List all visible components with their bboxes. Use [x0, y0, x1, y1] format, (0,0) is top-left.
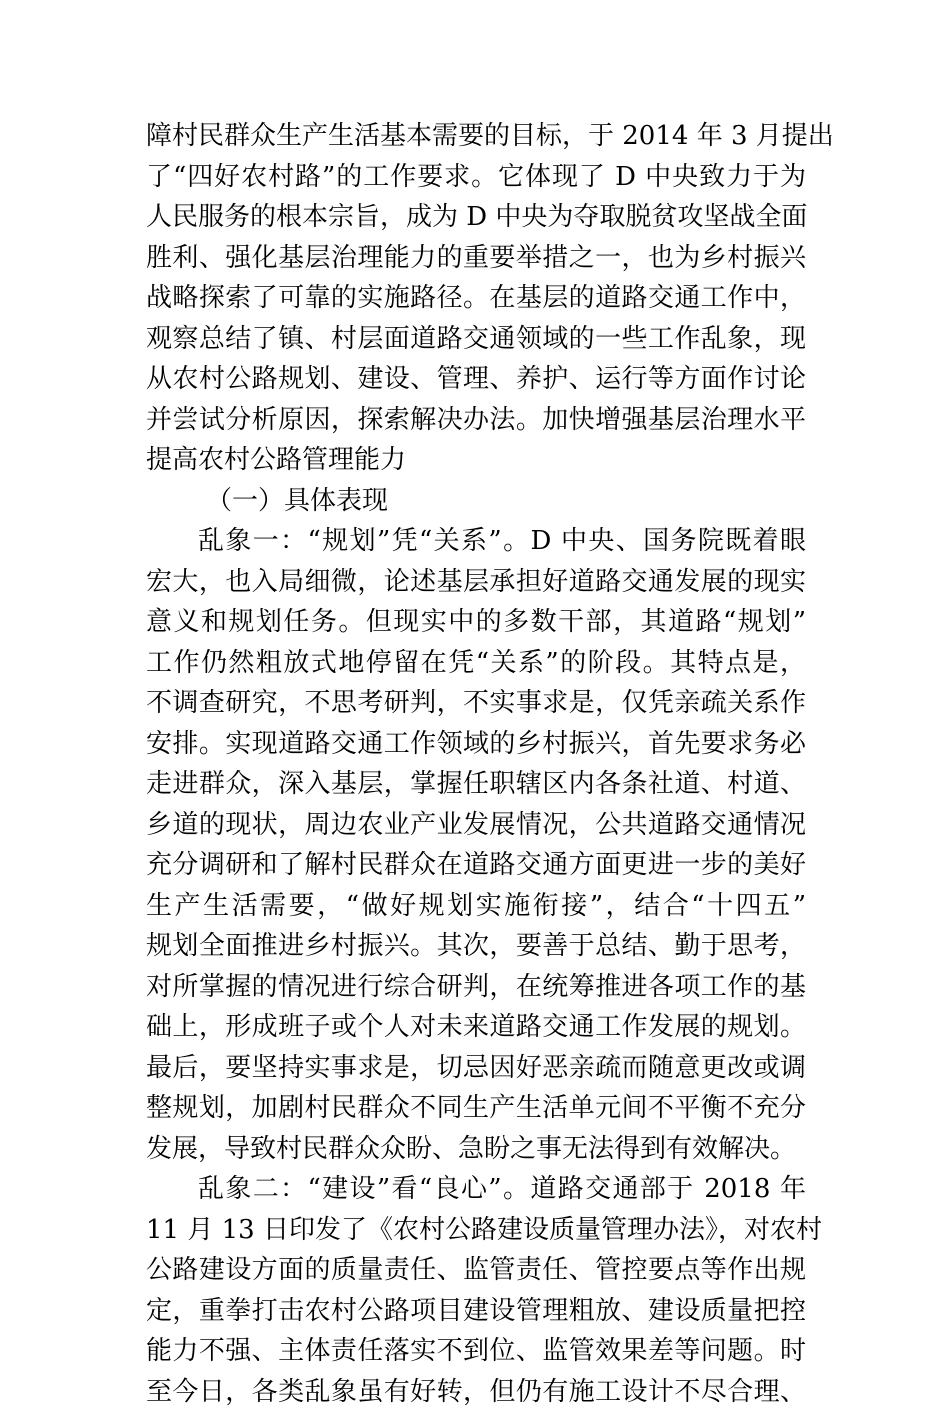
paragraph-line: 乱象二：“建设”看“良心”。道路交通部于 2018 年 [146, 1169, 806, 1210]
paragraph-line: 生产生活需要，“做好规划实施衔接”，结合“十四五” [146, 886, 806, 927]
paragraph-line: 乡道的现状，周边农业产业发展情况，公共道路交通情况 [146, 805, 806, 846]
paragraph-line: 不调查研究，不思考研判，不实事求是，仅凭亲疏关系作 [146, 683, 806, 724]
paragraph-line: 人民服务的根本宗旨，成为 D 中央为夺取脱贫攻坚战全面 [146, 197, 806, 238]
paragraph-line: 对所掌握的情况进行综合研判，在统筹推进各项工作的基 [146, 967, 806, 1008]
paragraph-line: 定，重拳打击农村公路项目建设管理粗放、建设质量把控 [146, 1291, 806, 1332]
paragraph-line: 意义和规划任务。但现实中的多数干部，其道路“规划” [146, 602, 806, 643]
paragraph-line: 了“四好农村路”的工作要求。它体现了 D 中央致力于为 [146, 157, 806, 198]
paragraph-line: 工作仍然粗放式地停留在凭“关系”的阶段。其特点是， [146, 643, 806, 684]
paragraph-line: 11 月 13 日印发了《农村公路建设质量管理办法》，对农村 [146, 1210, 806, 1251]
section-heading: （一）具体表现 [146, 481, 806, 522]
paragraph-line: 安排。实现道路交通工作领域的乡村振兴，首先要求务必 [146, 724, 806, 765]
paragraph-line: 乱象一：“规划”凭“关系”。D 中央、国务院既着眼 [146, 521, 806, 562]
paragraph-line: 规划全面推进乡村振兴。其次，要善于总结、勤于思考， [146, 926, 806, 967]
paragraph-line: 充分调研和了解村民群众在道路交通方面更进一步的美好 [146, 845, 806, 886]
paragraph-line: 观察总结了镇、村层面道路交通领域的一些工作乱象，现 [146, 319, 806, 360]
paragraph-line: 障村民群众生产生活基本需要的目标，于 2014 年 3 月提出 [146, 116, 806, 157]
paragraph-line: 从农村公路规划、建设、管理、养护、运行等方面作讨论 [146, 359, 806, 400]
paragraph-line: 发展，导致村民群众众盼、急盼之事无法得到有效解决。 [146, 1129, 806, 1170]
paragraph-line: 础上，形成班子或个人对未来道路交通工作发展的规划。 [146, 1007, 806, 1048]
paragraph-line: 并尝试分析原因，探索解决办法。加快增强基层治理水平 [146, 400, 806, 441]
paragraph-line: 走进群众，深入基层，掌握任职辖区内各条社道、村道、 [146, 764, 806, 805]
paragraph-line: 提高农村公路管理能力 [146, 440, 806, 481]
paragraph-line: 最后，要坚持实事求是，切忌因好恶亲疏而随意更改或调 [146, 1048, 806, 1089]
paragraph-line: 整规划，加剧村民群众不同生产生活单元间不平衡不充分 [146, 1088, 806, 1129]
paragraph-line: 胜利、强化基层治理能力的重要举措之一，也为乡村振兴 [146, 238, 806, 279]
paragraph-line: 公路建设方面的质量责任、监管责任、管控要点等作出规 [146, 1250, 806, 1291]
paragraph-line: 至今日，各类乱象虽有好转，但仍有施工设计不尽合理、 [146, 1372, 806, 1412]
paragraph-line: 能力不强、主体责任落实不到位、监管效果差等问题。时 [146, 1331, 806, 1372]
document-body [146, 116, 806, 1412]
paragraph-line: 战略探索了可靠的实施路径。在基层的道路交通工作中， [146, 278, 806, 319]
paragraph-line: 宏大，也入局细微，论述基层承担好道路交通发展的现实 [146, 562, 806, 603]
